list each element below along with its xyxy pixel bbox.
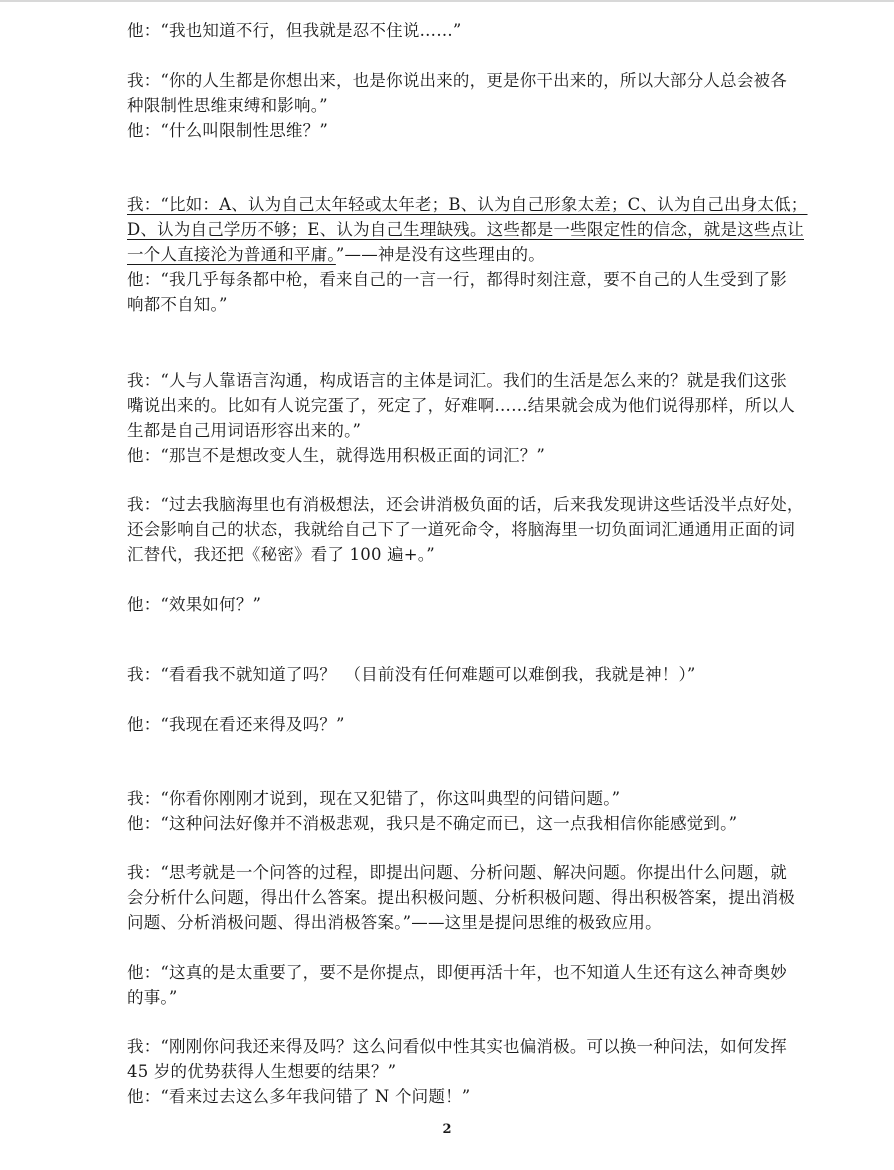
dialogue-line: 问题、分析消极问题、得出消极答案。”——这里是提问思维的极致应用。 bbox=[127, 913, 662, 932]
dialogue-line: 我：“你的人生都是你想出来，也是你说出来的，更是你干出来的，所以大部分人总会被各 bbox=[127, 71, 787, 90]
page-number: 2 bbox=[442, 1122, 452, 1137]
dialogue-line-underlined: D、认为自己学历不够；E、认为自己生理缺残。这些都是一些限定性的信念，就是这些点让 bbox=[127, 220, 804, 239]
dialogue-line: 汇替代，我还把《秘密》看了 100 遍+。” bbox=[127, 545, 435, 564]
dialogue-line: 我：“人与人靠语言沟通，构成语言的主体是词汇。我们的生活是怎么来的？就是我们这张 bbox=[127, 371, 787, 390]
dialogue-line: 他：“那岂不是想改变人生，就得选用积极正面的词汇？” bbox=[127, 446, 546, 465]
dialogue-line: 我：“过去我脑海里也有消极想法，还会讲消极负面的话，后来我发现讲这些话没半点好处， bbox=[127, 495, 804, 514]
dialogue-line: 他：“我几乎每条都中枪，看来自己的一言一行，都得时刻注意，要不自己的人生受到了影 bbox=[127, 270, 787, 289]
dialogue-line: 他：“这种问法好像并不消极悲观，我只是不确定而已，这一点我相信你能感觉到。” bbox=[127, 814, 738, 833]
dialogue-line bbox=[127, 244, 545, 266]
dialogue-line: 他：“我现在看还来得及吗？” bbox=[127, 715, 345, 734]
dialogue-line: 会分析什么问题，得出什么答案。提出积极问题、分析积极问题、得出积极答案，提出消极 bbox=[127, 888, 795, 907]
dialogue-line: 我：“看看我不就知道了吗？ （目前没有任何难题可以难倒我，我就是神！）” bbox=[127, 665, 696, 684]
dialogue-line: 我：“刚刚你问我还来得及吗？这么问看似中性其实也偏消极。可以换一种问法，如何发挥 bbox=[127, 1037, 787, 1056]
dialogue-line: 的事。” bbox=[127, 988, 178, 1007]
underlined-text: 一个人直接沦为普通和平庸。 bbox=[127, 245, 336, 264]
trailing-text: ”——神是没有这些理由的。 bbox=[335, 245, 545, 264]
dialogue-line: 他：“看来过去这么多年我问错了 N 个问题！” bbox=[127, 1087, 471, 1106]
dialogue-line: 他：“什么叫限制性思维？” bbox=[127, 121, 328, 140]
dialogue-line: 他：“我也知道不行，但我就是忍不住说……” bbox=[127, 21, 462, 40]
scan-edge bbox=[0, 0, 894, 2]
dialogue-line: 45 岁的优势获得人生想要的结果？” bbox=[127, 1062, 397, 1081]
dialogue-line-underlined: 我：“比如：A、认为自己太年轻或太年老；B、认为自己形象太差；C、认为自己出身太低； bbox=[127, 195, 808, 214]
dialogue-line: 还会影响自己的状态，我就给自己下了一道死命令，将脑海里一切负面词汇通通用正面的词 bbox=[127, 520, 795, 539]
dialogue-line: 我：“思考就是一个问答的过程，即提出问题、分析问题、解决问题。你提出什么问题，就 bbox=[127, 863, 787, 882]
dialogue-line: 他：“这真的是太重要了，要不是你提点，即便再活十年，也不知道人生还有这么神奇奥妙 bbox=[127, 963, 787, 982]
dialogue-line: 种限制性思维束缚和影响。” bbox=[127, 96, 328, 115]
dialogue-line: 我：“你看你刚刚才说到，现在又犯错了，你这叫典型的问错问题。” bbox=[127, 789, 621, 808]
dialogue-line: 他：“效果如何？” bbox=[127, 595, 262, 614]
dialogue-line: 生都是自己用词语形容出来的。” bbox=[127, 421, 362, 440]
dialogue-line: 嘴说出来的。比如有人说完蛋了，死定了，好难啊……结果就会成为他们说得那样，所以人 bbox=[127, 396, 795, 415]
dialogue-line: 响都不自知。” bbox=[127, 295, 228, 314]
